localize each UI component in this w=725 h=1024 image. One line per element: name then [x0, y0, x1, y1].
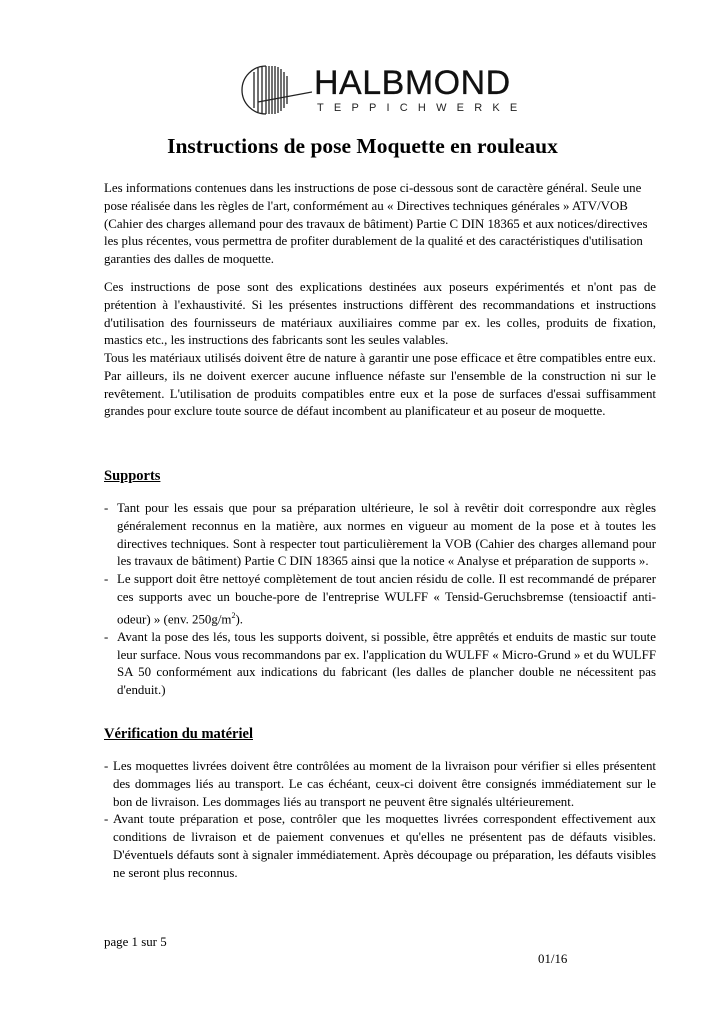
list-item: - Avant toute préparation et pose, contrôler que les moquettes livrées correspondent effectivement aux conditions de livraison et de paiement convenues et qu'elles ne présentent pas de défauts visibles. D'éventuels défauts sont à signaler immédiatement. Après découpage ou préparation, les défauts visibles ne seront plus reconnus. — [104, 811, 656, 882]
verification-list — [104, 758, 656, 883]
logo-wordmark: HALBMOND — [314, 64, 511, 102]
list-item: - Avant la pose des lés, tous les supports doivent, si possible, être apprêtés et enduits de mastic sur toute leur surface. Nous vous recommandons par ex. l'application du WULFF « Micro-Grund » et du WULFF SA 50 conformément aux indications du fabricant (les dalles de plancher double ne nécessitent pas d'enduit.) — [104, 629, 656, 700]
section-heading-supports: Supports — [104, 468, 161, 484]
document-title: Instructions de pose Moquette en rouleaux — [167, 134, 558, 158]
section-heading-verification: Vérification du matériel — [104, 726, 253, 742]
page-number: page 1 sur 5 — [104, 935, 167, 949]
list-item: - Le support doit être nettoyé complètement de tout ancien résidu de colle. Il est recommandé de préparer ces supports avec un bouche-pore de l'entreprise WULFF « Tensid-Geruchsbremse (tensioactif anti-odeur) » (env. $250g/m^2$). — [104, 571, 656, 629]
document-code: 01/16 — [538, 952, 568, 966]
list-item: - Tant pour les essais que pour sa préparation ultérieure, le sol à revêtir doit correspondre aux règles généralement reconnus en la matière, aux normes en vigueur au moment de la pose et à toutes les directives techniques. Sont à respecter tout particulièrement la VOB (Cahier des charges allemand pour les travaux de bâtiment) Partie C DIN 18365 ainsi que la notice « Analyse et préparation de supports ». — [104, 500, 656, 571]
logo-subtitle: TEPPICHWERKE — [317, 102, 528, 114]
supports-list — [104, 500, 656, 700]
intro-paragraph-2: Ces instructions de pose sont des explications destinées aux poseurs expérimentés et n'ont pas de prétention à l'exhaustivité. Si les présentes instructions diffèrent des recommandations et instructions d'utilisation des fournisseurs de matériaux auxiliaires comme par ex. les colles, produits de fixation, mastics etc., les instructions des fabricants sont les seules valables. — [104, 280, 656, 348]
halbmond-logo-mark-icon — [240, 62, 312, 118]
intro-paragraph-3: Tous les matériaux utilisés doivent être de nature à garantir une pose efficace et être compatibles entre eux. Par ailleurs, ils ne doivent exercer aucune influence néfaste sur l'ensemble de la construction ni sur le revêtement. L'utilisation de produits compatibles entre eux et la pose de surfaces d'essai suffisamment grandes pour exclure toute source de défaut incombent au planificateur et au poseur de moquette. — [104, 351, 656, 419]
list-item: - Les moquettes livrées doivent être contrôlées au moment de la livraison pour vérifier si elles présentent des dommages liés au transport. Le cas échéant, ceux-ci doivent être consignés immédiatement sur le bon de livraison. Les dommages liés au transport ne peuvent être signalés ultérieurement. — [104, 758, 656, 811]
company-logo — [240, 62, 528, 118]
intro-paragraph-1: Les informations contenues dans les instructions de pose ci-dessous sont de caractère général. Seule une pose réalisée dans les règles de l'art, conformément au « Directives techniques générales » ATV/VOB (Cahier des charges allemand pour des travaux de bâtiment) Partie C DIN 18365 et aux notices/directives les plus récentes, vous permettra de profiter durablement de la qualité et des caractéristiques d'utilisation garanties des dalles de moquette. — [104, 181, 648, 267]
